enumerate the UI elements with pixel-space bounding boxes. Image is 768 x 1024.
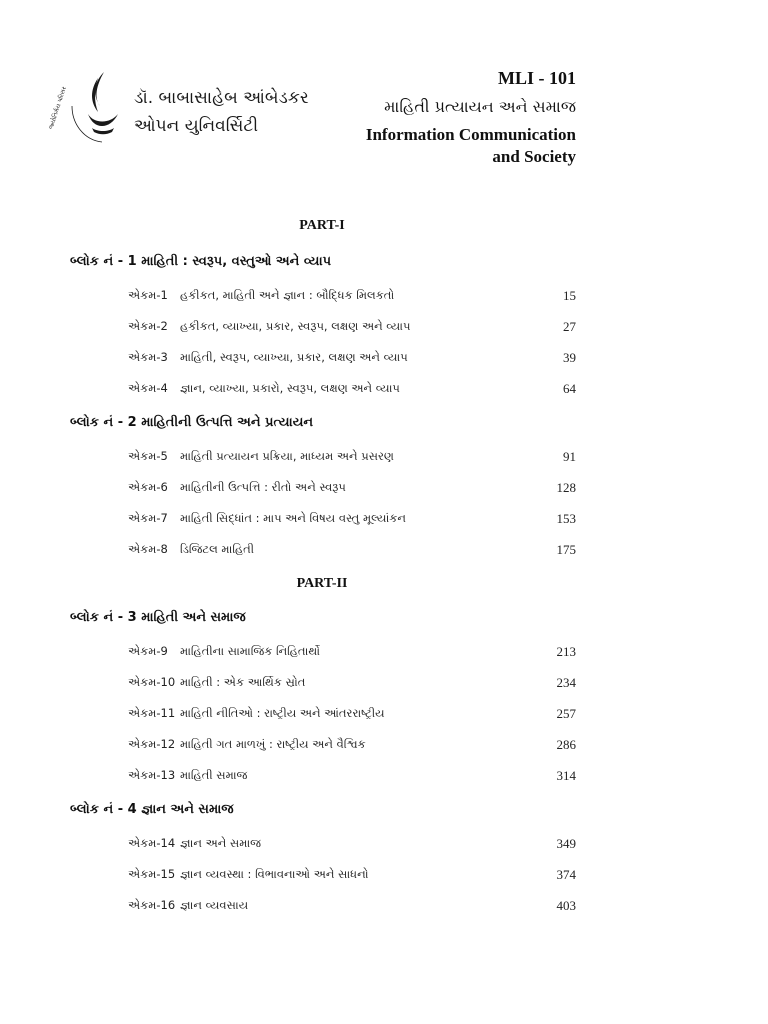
course-header — [366, 66, 576, 168]
unit-title: હકીકત, વ્યાખ્યા, પ્રકાર, સ્વરૂપ, લક્ષણ અને વ્યાપ — [180, 319, 411, 333]
page-number: 153 — [556, 511, 576, 526]
unit-title: જ્ઞાન, વ્યાખ્યા, પ્રકારો, સ્વરૂપ, લક્ષણ અને વ્યાપ — [180, 381, 400, 395]
course-title-english-line1: Information Communication — [365, 125, 576, 144]
page-number: 403 — [556, 898, 576, 913]
course-title-english-line2: and Society — [492, 147, 576, 166]
unit-label: એકમ-4 — [128, 381, 168, 395]
unit-label: એકમ-16 — [128, 898, 176, 912]
unit-title: ડિજિટલ માહિતી — [180, 542, 255, 556]
unit-label: એકમ-5 — [128, 449, 168, 463]
university-name-line2: ઓપન યુનિવર્સિટી — [134, 116, 259, 136]
unit-label: એકમ-3 — [128, 350, 168, 364]
unit-label: એકમ-15 — [128, 867, 176, 881]
unit-label: એકમ-6 — [128, 480, 168, 494]
toc-row[interactable] — [128, 706, 576, 726]
flame-lamp-icon — [64, 66, 128, 152]
toc-row[interactable] — [128, 449, 576, 469]
unit-title: જ્ઞાન અને સમાજ — [180, 836, 262, 850]
course-title-english — [366, 124, 576, 168]
university-name — [134, 84, 309, 140]
unit-label: એકમ-12 — [128, 737, 176, 751]
toc-row[interactable] — [128, 675, 576, 695]
unit-title: માહિતીના સામાજિક નિહિતાર્થો — [180, 644, 320, 658]
toc-row[interactable] — [128, 319, 576, 339]
unit-title: માહિતી સમાજ — [180, 768, 248, 782]
unit-title: માહિતી નીતિઓ : રાષ્ટ્રીય અને આંતરરાષ્ટ્રીય — [180, 706, 385, 720]
unit-label: એકમ-13 — [128, 768, 176, 782]
page-number: 64 — [563, 381, 576, 396]
unit-label: એકમ-1 — [128, 288, 168, 302]
unit-title: માહિતી ગત માળખું : રાષ્ટ્રીય અને વૈશ્વિક — [180, 737, 366, 751]
page-number: 15 — [563, 288, 576, 303]
block-heading: બ્લોક નં - 2 માહિતીની ઉત્પત્તિ અને પ્રત્યાયન — [70, 415, 314, 430]
unit-title: માહિતી, સ્વરૂપ, વ્યાખ્યા, પ્રકાર, લક્ષણ અને વ્યાપ — [180, 350, 408, 364]
unit-title: હકીકત, માહિતી અને જ્ઞાન : બૌદ્ધિક મિલકતો — [180, 288, 395, 302]
page-number: 286 — [556, 737, 576, 752]
course-code: MLI - 101 — [498, 68, 576, 88]
unit-label: એકમ-8 — [128, 542, 168, 556]
block-heading: બ્લોક નં - 4 જ્ઞાન અને સમાજ — [70, 802, 234, 817]
toc-row[interactable] — [128, 768, 576, 788]
unit-title: માહિતી સિદ્ધાંત : માપ અને વિષય વસ્તુ મૂલ્યાંકન — [180, 511, 406, 525]
university-name-line1: ડૉ. બાબાસાહેબ આંબેડકર — [134, 88, 309, 108]
unit-title: માહિતી પ્રત્યાયન પ્રક્રિયા, માધ્યમ અને પ્રસરણ — [180, 449, 394, 463]
page-number: 39 — [563, 350, 576, 365]
toc-row[interactable] — [128, 737, 576, 757]
toc-row[interactable] — [128, 480, 576, 500]
unit-label: એકમ-10 — [128, 675, 176, 689]
unit-title: માહિતીની ઉત્પત્તિ : રીતો અને સ્વરૂપ — [180, 480, 346, 494]
toc-row[interactable] — [128, 867, 576, 887]
block-heading: બ્લોક નં - 1 માહિતી : સ્વરૂપ, વસ્તુઓ અને વ્યાપ — [70, 254, 332, 269]
university-logo — [64, 66, 128, 152]
unit-label: એકમ-2 — [128, 319, 168, 333]
page-number: 175 — [556, 542, 576, 557]
toc-row[interactable] — [128, 381, 576, 401]
page-number: 91 — [563, 449, 576, 464]
part-heading: PART-I — [299, 218, 345, 233]
unit-label: એકમ-14 — [128, 836, 176, 850]
toc-row[interactable] — [128, 288, 576, 308]
toc-row[interactable] — [128, 898, 576, 918]
block-heading: બ્લોક નં - 3 માહિતી અને સમાજ — [70, 610, 246, 625]
page-number: 213 — [556, 644, 576, 659]
page-number: 234 — [556, 675, 576, 690]
toc-row[interactable] — [128, 644, 576, 664]
page-number: 374 — [556, 867, 576, 882]
unit-title: માહિતી : એક આર્થિક સ્રોત — [180, 675, 306, 689]
unit-label: એકમ-7 — [128, 511, 168, 525]
unit-label: એકમ-11 — [128, 706, 176, 720]
part-heading: PART-II — [296, 576, 348, 591]
toc-row[interactable] — [128, 350, 576, 370]
page-number: 257 — [556, 706, 576, 721]
course-title-gujarati: માહિતી પ્રત્યાયન અને સમાજ — [384, 97, 576, 116]
toc-row[interactable] — [128, 542, 576, 562]
unit-title: જ્ઞાન વ્યવસાય — [180, 898, 249, 912]
unit-title: જ્ઞાન વ્યવસ્થા : વિભાવનાઓ અને સાધનો — [180, 867, 369, 881]
toc-row[interactable] — [128, 836, 576, 856]
page-number: 128 — [556, 480, 576, 495]
page-number: 349 — [556, 836, 576, 851]
page-number: 27 — [563, 319, 576, 334]
logo-motto: જ્યોતિર્મય પરિસર — [47, 85, 69, 131]
unit-label: એકમ-9 — [128, 644, 168, 658]
page-number: 314 — [556, 768, 576, 783]
toc-row[interactable] — [128, 511, 576, 531]
